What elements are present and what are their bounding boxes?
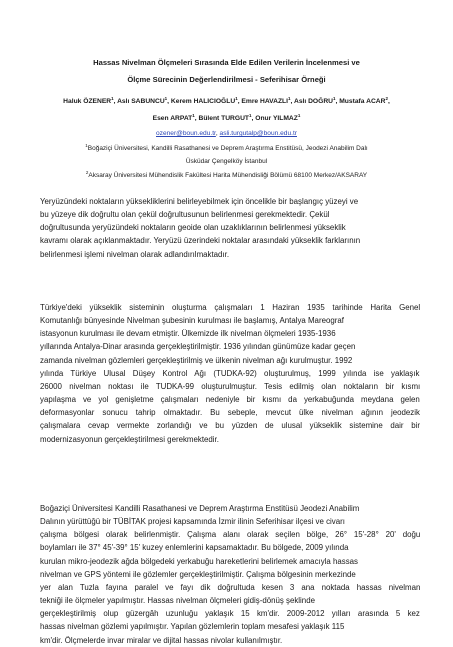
affiliation-1: [40, 144, 413, 153]
author-separator: ,: [113, 98, 118, 105]
author-affiliation-marker: 1: [192, 113, 195, 118]
author-name: Esen ARPAT: [152, 115, 193, 122]
paragraph-line: gerçekleştirilmiş olup güzergâh uzunluğu yaklaşık 15 km'dir. 2009-2012 yılları arasında 5 kez: [40, 609, 420, 619]
author-name: Onur YILMAZ: [255, 115, 298, 122]
author-name: Bülent TURGUT: [198, 115, 250, 122]
paragraph-line: kavramı olarak açıklanmaktadır. Yeryüzü üzerindeki noktalar arasındaki yükseklik farklarının: [40, 236, 361, 246]
paragraph-line: çalışmalara cevap vermekte zorlandığı ve bu yüzden de ulusal yükseklik sistemine dair bir: [40, 421, 421, 431]
paragraph-line: Komutanlığı bünyesinde Nivelman şubesinin kurulması ile başlamış, Antalya Mareograf: [40, 316, 344, 326]
contact-emails: [40, 129, 413, 138]
paragraph-line: tekniği ile ölçmeler yapılmıştır. Hassas nivelman ölçmeleri gidiş-dönüş şeklinde: [40, 596, 315, 606]
affiliation-1-text: Boğaziçi Üniversitesi, Kandilli Rasathanesi ve Deprem Araştırma Enstitüsü, Jeodezi Anabilim Dalı: [87, 145, 368, 152]
paragraph-line: yer alan Tuzla fayına paralel ve fayı dik doğrultuda kesen 3 ana noktada hassas nivelman: [40, 582, 421, 592]
author-list-line-2: [40, 114, 413, 123]
author-affiliation-marker: 1: [297, 113, 301, 118]
paragraph-line: boylamları ile 37° 45'-39° 15' kuzey enlemlerini kapsamaktadır. Bu bölgede, 2009 yılında: [40, 543, 349, 553]
affiliation-2: [40, 171, 413, 180]
author-affiliation-marker: 1: [164, 96, 168, 101]
paragraph-line: deformasyonlar sonucu tahrip olmaktadır. Bu sebeple, mevcut ülke nivelman ağının jeodezik: [40, 408, 420, 418]
paragraph-line: Türkiye'deki yükseklik sisteminin oluşturma çalışmaları 1 Haziran 1935 tarihinde Harita Genel: [40, 303, 421, 312]
paragraph-line: modernizasyonun gerçekleştirilmesi gerekmektedir.: [40, 434, 219, 444]
body-paragraph-1: [40, 195, 420, 261]
paragraph-line: hassas nivelman gözlemi yapılmıştır. Yapılan gözlemlerin toplam mesafesi yaklaşık 115: [40, 622, 345, 632]
paragraph-line: Yeryüzündeki noktaların yüksekliklerini belirleyebilmek için öncelikle bir başlangıç yüzeyi ve: [40, 197, 359, 206]
paragraph-line: kurulan mikro-jeodezik ağda bölgedeki yerkabuğu hareketlerini belirlemek amacıyla hassas: [40, 556, 358, 566]
paragraph-line: 26000 nivelman noktası ile TUDKA-99 oluşturulmuştur. Tesis edilmiş olan noktaların bir kısmı: [40, 381, 421, 391]
paragraph-line: zamanda nivelman gözlemleri gerçekleştirilmiş ve ülkenin nivelman ağı kurulmuştur. 1992: [40, 355, 353, 365]
paragraph-line: yapılaşma ve yol genişletme çalışmaları nedeniyle bir kısmı da yerkabuğunda meydana gelen: [40, 395, 420, 405]
author-separator: ,: [251, 115, 256, 122]
author-name: Haluk ÖZENER: [63, 98, 112, 105]
paragraph-line: km'dir. Ölçmelerde invar miralar ve dijital hassas nivolar kullanılmıştır.: [40, 635, 283, 645]
affiliation-1-marker: 1: [85, 143, 88, 148]
paragraph-line: Dalının yürüttüğü bir TÜBİTAK projesi kapsamında İzmir ilinin Seferihisar ilçesi ve civarı: [40, 517, 345, 527]
email-separator: ,: [215, 130, 218, 137]
author-separator: ,: [387, 98, 390, 105]
author-separator: ,: [167, 98, 171, 105]
author-affiliation-marker: 1: [333, 96, 336, 101]
paper-title-line-1: Hassas Nivelman Ölçmeleri Sırasında Elde Edilen Verilerin İncelenmesi ve: [93, 58, 360, 67]
body-paragraph-2: [40, 301, 420, 446]
author-name: Emre HAVAZLI: [241, 98, 288, 105]
author-separator: ,: [335, 98, 340, 105]
author-name: Aslı SABUNCU: [117, 98, 165, 105]
affiliation-2-marker: 2: [85, 170, 89, 175]
author-name: Mustafa ACAR: [339, 98, 386, 105]
affiliation-1-address: Üsküdar Çengelköy İstanbul: [185, 158, 268, 165]
paragraph-line: doğrultusunda yeryüzündeki noktaların geoide olan uzaklıklarının belirlenmesi yükseklik: [40, 223, 346, 233]
author-affiliation-marker: 2: [385, 96, 388, 101]
paragraph-line: belirlenmesi işlemi nivelman olarak adlandırılmaktadır.: [40, 249, 230, 259]
author-affiliation-marker: 1: [111, 96, 114, 101]
author-separator: ,: [290, 98, 294, 105]
paragraph-line: bu yüzeye dik doğrultu olan çekül doğrultusunun belirlenmesi gerekmektedir. Çekül: [40, 210, 330, 220]
paragraph-line: çalışma bölgesi olarak belirlenmiştir. Çalışma alanı olarak seçilen bölge, 26° 15'-28° 20' doğu: [40, 530, 421, 540]
paragraph-line: yılında Türkiye Ulusal Düşey Kontrol Ağı (TUDKA-92) oluşturulmuş, 1999 yılında ise yaklaşık: [40, 368, 420, 378]
author-name: Aslı DOĞRU: [293, 98, 333, 105]
author-list-line-1: [40, 97, 413, 106]
paragraph-line: Boğaziçi Üniversitesi Kandilli Rasathanesi ve Deprem Araştırma Enstitüsü Jeodezi Anabilim: [40, 504, 360, 513]
paragraph-line: nivelman ve GPS yöntemi ile gözlemler gerçekleştirilmiştir. Çalışma bölgesinin merkezinde: [40, 569, 356, 579]
author-affiliation-marker: 1: [235, 96, 238, 101]
author-separator: ,: [194, 115, 199, 122]
body-paragraph-3: [40, 502, 420, 647]
author-separator: ,: [237, 98, 242, 105]
email-link-ozener[interactable]: ozener@boun.edu.tr: [156, 130, 216, 137]
author-name: Kerem HALICIOĞLU: [170, 98, 236, 105]
paper-title-line-2: Ölçme Sürecinin Değerlendirilmesi - Seferihisar Örneği: [127, 75, 326, 84]
affiliation-2-text: Aksaray Üniversitesi Mühendislik Fakültesi Harita Mühendisliği Bölümü 68100 Merkez/AKSARAY: [88, 172, 368, 179]
author-affiliation-marker: 1: [288, 96, 291, 101]
email-link-turgutalp[interactable]: asli.turgutalp@boun.edu.tr: [219, 130, 297, 137]
paragraph-line: yıllarında Antalya-Dinar arasında gerçekleştirilmiştir. 1936 yılından günümüze kadar geçen: [40, 342, 356, 352]
paragraph-line: istasyonun kurulması ile devam etmiştir. Ülkemizde ilk nivelman ölçmeleri 1935-1936: [40, 329, 336, 339]
author-affiliation-marker: 1: [249, 113, 252, 118]
